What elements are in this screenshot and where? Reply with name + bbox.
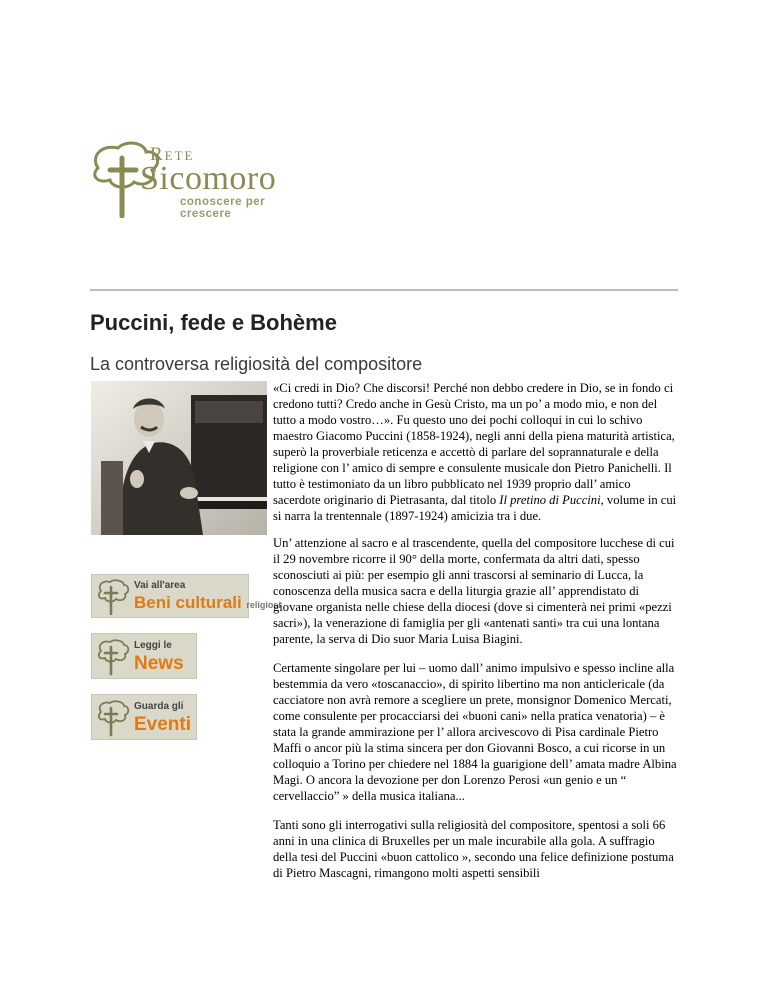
paragraph-2: Un’ attenzione al sacro e al trascendente, quella del compositore lucchese di cui il 29 novembre ricorre il 90° della morte, confermata da altri dati, spesso sconosciuti ai più: per esempio gli anni trascorsi al seminario di Lucca, la conoscenza della musica sacra e della liturgia grazie all’ apprendistato di giovane organista nelle chiese della diocesi (dove si cimenterà nei primi «pezzi sacri»), la venerazione di famiglia per gli «antenati santi» tra cui una lontana parente, la serva di Dio suor Maria Luisa Biagini. bbox=[273, 536, 675, 646]
puccini-photo bbox=[91, 381, 267, 535]
paragraph-1-text-b: , volume in cui si narra la trentennale (1897-1924) amicizia tra i due. bbox=[273, 493, 677, 523]
article-body bbox=[273, 380, 680, 894]
banner-news-label-small: Leggi le bbox=[134, 640, 172, 651]
logo-tagline: conoscere per crescere bbox=[180, 196, 266, 220]
tree-cross-icon bbox=[96, 638, 130, 676]
paragraph-4: Tanti sono gli interrogativi sulla religiosità del compositore, spentosi a soli 66 anni in una clinica di Bruxelles per un male incurabile alla gola. A suffragio della tesi del Puccini «buon cattolico », secondo una felice definizione postuma di Pietro Mascagni, rimangono molti aspetti sensibili bbox=[273, 818, 674, 880]
eventi-banner[interactable] bbox=[91, 694, 197, 740]
tree-cross-icon bbox=[96, 579, 130, 615]
news-banner[interactable] bbox=[91, 633, 197, 679]
page-title: Puccini, fede e Bohème bbox=[90, 310, 337, 335]
banner-beni-label-big: Beni culturali religiosi bbox=[134, 593, 281, 612]
site-logo[interactable] bbox=[88, 138, 308, 218]
page-subtitle: La controversa religiosità del compositore bbox=[90, 354, 423, 374]
paragraph-1 bbox=[273, 380, 680, 524]
banner-eventi-label-small: Guarda gli bbox=[134, 701, 184, 712]
beni-culturali-banner[interactable] bbox=[91, 574, 281, 618]
banner-beni-label-tail: religiosi bbox=[246, 600, 281, 610]
banner-beni-label-small: Vai all'area bbox=[134, 580, 186, 591]
paragraph-3: Certamente singolare per lui – uomo dall’ animo impulsivo e spesso incline alla bestemmia da vero «toscanaccio», di spirito libertino ma non anticlericale (da cacciatore non avrà remore a scegliere un prete, monsignor Domenico Mercati, come consulente per procacciarsi dei «buoni cani» nella pratica venatoria) – è stata la grande ammirazione per l’ allora arcivescovo di Pisa cardinale Pietro Maffi o ancor più la stima sincera per don Giovanni Bosco, a cui ricorse in un colloquio a Torino per chiedere nel 1884 la guarigione dell’ amata madre Albina Magi. O ancora la devozione per don Lorenzo Perosi «un genio e un “ cervellaccio” » della musica italiana... bbox=[273, 661, 677, 803]
logo-sicomoro: Sicomoro bbox=[140, 160, 277, 197]
logo-rete: Rete bbox=[150, 144, 195, 165]
header-divider bbox=[90, 289, 678, 291]
book-title: Il pretino di Puccini bbox=[499, 493, 601, 507]
tree-cross-icon bbox=[96, 699, 130, 737]
banner-news-label-big: News bbox=[134, 653, 184, 674]
banner-eventi-label-big: Eventi bbox=[134, 714, 192, 735]
paragraph-1-text-a: «Ci credi in Dio? Che discorsi! Perché non debbo credere in Dio, se in fondo ci credono tutti? Credo anche in Gesù Cristo, ma un po’ a modo mio, e non del tutto a modo vostro…». Fu questo uno dei pochi colloqui in cui lo schivo maestro Giacomo Puccini (1858-1924), negli anni della piena maturità artistica, superò la proverbiale reticenza e accettò di parlare del soprannaturale e della religione con l’ amico di sempre e consulente musicale don Pietro Panichelli. Il tutto è testimoniato da un libro pubblicato nel 1939 proprio dall’ amico sacerdote originario di Pietrasanta, dal titolo bbox=[273, 381, 675, 507]
